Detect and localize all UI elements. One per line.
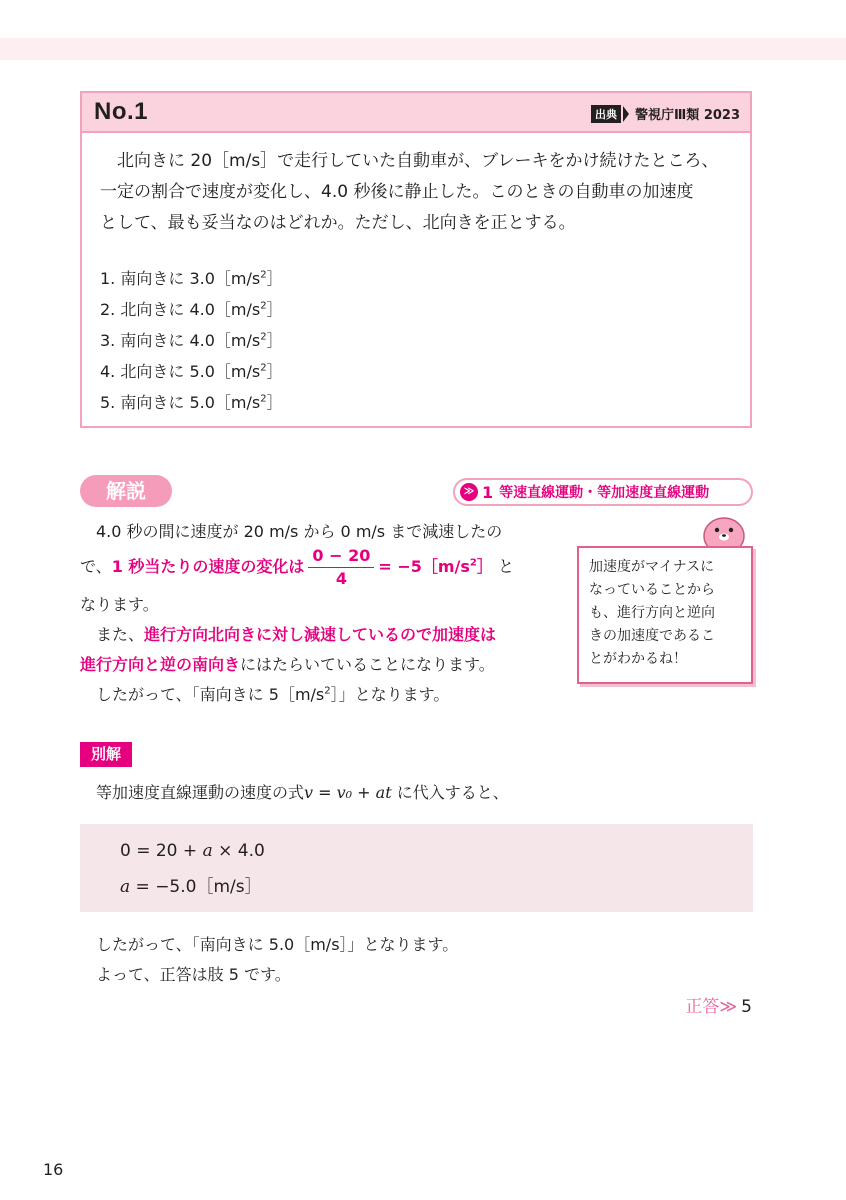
topic-tag bbox=[453, 478, 753, 506]
problem-number: No.1 bbox=[94, 98, 149, 125]
source-tag-arrow-icon bbox=[623, 106, 629, 122]
explanation-heading: 解説 bbox=[80, 475, 172, 507]
choice-item: 4. 北向きに $5.0[m/s^2]$ bbox=[100, 362, 283, 381]
source-text: 警視庁Ⅲ類 2023 bbox=[635, 108, 740, 123]
answer-value: 5 bbox=[741, 997, 752, 1017]
explanation-line: 進行方向と逆の南向きにはたらいていることになります。 bbox=[80, 655, 495, 674]
alt-intro: 等加速度直線運動の速度の式v = v₀ + at に代入すると、 bbox=[96, 783, 509, 802]
problem-statement bbox=[100, 146, 740, 239]
answer-label: 正答≫ bbox=[685, 997, 738, 1017]
problem-box bbox=[80, 91, 752, 428]
header-band bbox=[0, 38, 846, 60]
answer-badge bbox=[685, 992, 752, 1017]
page-number: 16 bbox=[43, 1160, 64, 1179]
choice-item: 3. 南向きに $4.0[m/s^2]$ bbox=[100, 331, 283, 350]
double-chevron-icon: ≫ bbox=[460, 483, 478, 501]
explanation-line: なります。 bbox=[80, 595, 159, 614]
problem-line: 一定の割合で速度が変化し、4.0 秒後に静止した。このときの自動車の加速度 bbox=[100, 182, 694, 202]
calc-line: a = −5.0［m/s］ bbox=[120, 877, 262, 897]
mascot-icon bbox=[700, 510, 748, 550]
explanation-line: したがって、「南向きに $5[m/s^2]$」となります。 bbox=[96, 685, 450, 704]
problem-source bbox=[591, 104, 740, 123]
choice-item: 5. 南向きに $5.0[m/s^2]$ bbox=[100, 393, 283, 412]
calculation-box bbox=[80, 824, 753, 912]
topic-title: 等速直線運動・等加速度直線運動 bbox=[499, 485, 710, 501]
problem-header bbox=[82, 93, 750, 133]
alt-solution-heading: 別解 bbox=[80, 742, 132, 767]
problem-line: 北向きに 20［m/s］で走行していた自動車が、ブレーキをかけ続けたところ、 bbox=[117, 151, 719, 171]
calc-line: 0 = 20 + a × 4.0 bbox=[120, 841, 265, 861]
topic-number: 1 bbox=[482, 482, 494, 502]
conclusion-line: よって、正答は肢 5 です。 bbox=[96, 965, 291, 984]
problem-line: として、最も妥当なのはどれか。ただし、北向きを正とする。 bbox=[100, 213, 576, 233]
conclusion-line: したがって、「南向きに 5.0［m/s］」となります。 bbox=[96, 935, 459, 954]
explanation-line: で、1 秒当たりの速度の変化は $\frac{0 - 20}{4}$ = $-5[m/s^2]$ と bbox=[80, 546, 515, 588]
choice-item: 1. 南向きに $3.0[m/s^2]$ bbox=[100, 269, 283, 288]
choice-list bbox=[100, 263, 283, 418]
source-tag: 出典 bbox=[591, 105, 621, 123]
fraction: $\frac{0 - 20}{4}$ bbox=[308, 545, 374, 590]
explanation-line: 4.0 秒の間に速度が 20 m/s から 0 m/s まで減速したの bbox=[96, 522, 503, 541]
explanation-line: また、進行方向北向きに対し減速しているので加速度は bbox=[96, 625, 497, 644]
choice-item: 2. 北向きに $4.0[m/s^2]$ bbox=[100, 300, 283, 319]
side-note: 加速度がマイナスに なっていることから も、進行方向と逆向 きの加速度であるこ とがわかるね！ bbox=[577, 546, 753, 684]
